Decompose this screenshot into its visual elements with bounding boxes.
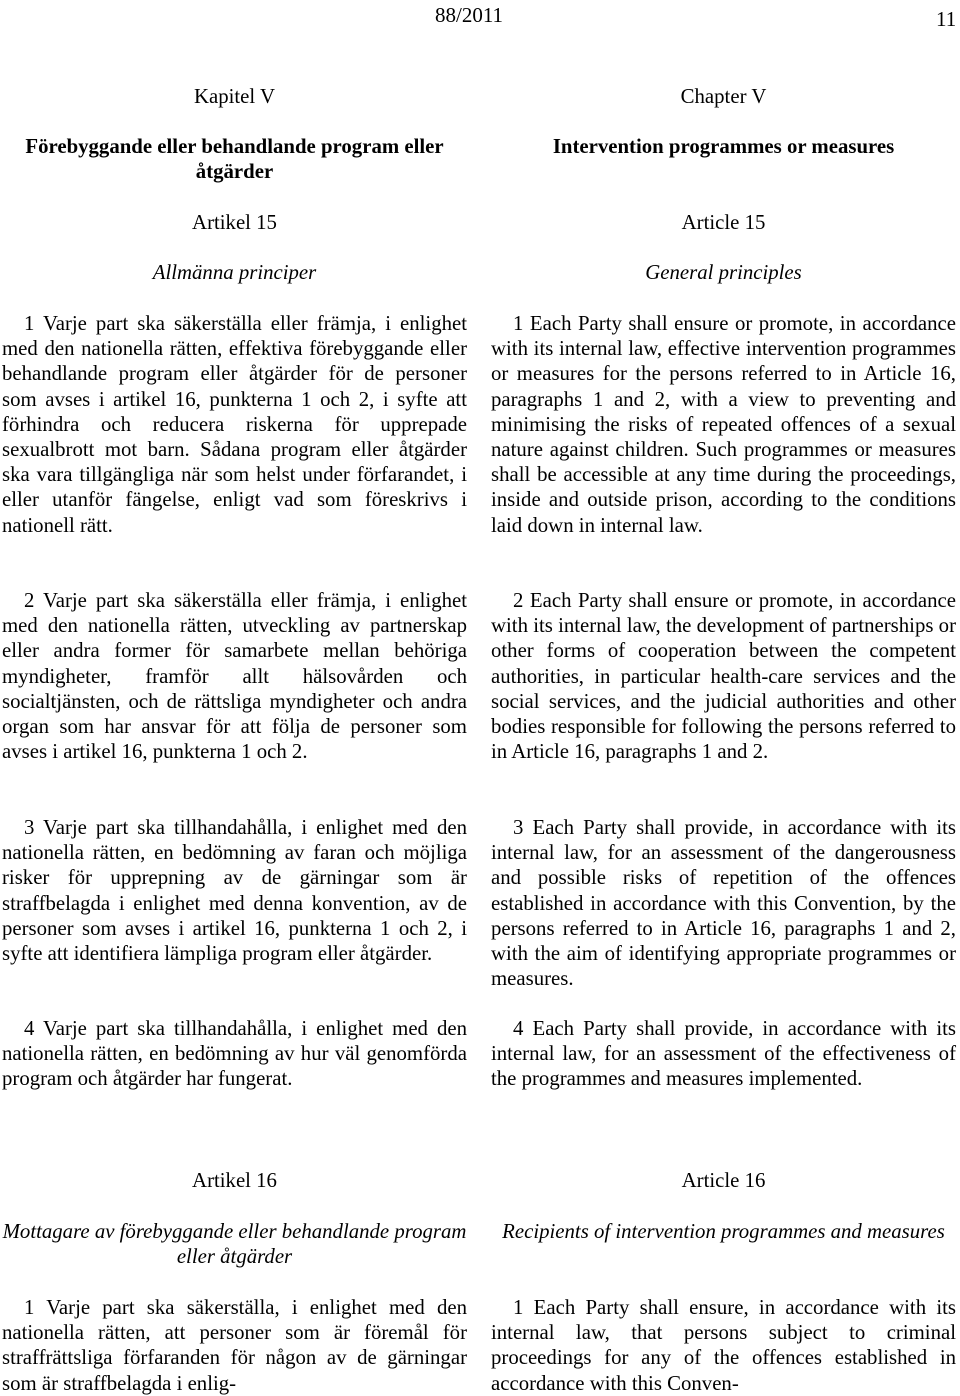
article-paragraph: 1 Each Party shall ensure, in accordance with its internal law, that persons subject to criminal proceedings for any of the offences established in accordance with this Conven- xyxy=(491,1296,956,1395)
chapter-heading: Kapitel V xyxy=(193,85,276,108)
article-subheading: Allmänna principer xyxy=(152,261,317,284)
issue-number: 88/2011 xyxy=(435,3,504,27)
article-paragraph: 3 Varje part ska tillhandahålla, i enlighet med den nationella rätten, en bedömning av faran och möjliga risker för upprepning av de gärningar som är straffbelagda i enlighet med denna konvention, av de personer som avses i artikel 16, punkterna 1 och 2, i syfte att identifiera lämpliga program eller åtgärder. xyxy=(2,816,467,966)
chapter-title: Intervention programmes or measures xyxy=(552,135,895,158)
article-heading: Article 15 xyxy=(681,211,766,234)
article-subheading: Recipients of intervention programmes and measures xyxy=(502,1220,945,1243)
article-heading: Article 16 xyxy=(681,1169,766,1192)
article-paragraph: 4 Each Party shall provide, in accordance with its internal law, for an assessment of the effectiveness of the programmes and measures implemented. xyxy=(491,1017,956,1091)
article-subheading: Mottagare av förebyggande eller behandlande program eller åtgärder xyxy=(2,1220,467,1269)
chapter-heading: Chapter V xyxy=(680,85,767,108)
page-number: 11 xyxy=(936,7,957,31)
article-paragraph: 1 Varje part ska säkerställa eller främja, i enlighet med den nationella rätten, effektiva förebyggande eller behandlande program eller åtgärder för de personer som avses i artikel 16, punkterna 1 och 2, i syfte att förhindra och reducera riskerna för upprepade sexualbrott mot barn. Sådana program eller åtgärder ska vara tillgängliga när som helst under förfarandet, i eller utanför fängelse, enligt vad som föreskrivs i nationell rätt. xyxy=(2,312,467,537)
article-subheading: General principles xyxy=(645,261,802,284)
article-paragraph: 2 Varje part ska säkerställa eller främja, i enlighet med den nationella rätten, utveckling av partnerskap eller andra former för samarbete mellan behöriga myndigheter, framför allt hälsovården och socialtjänsten, och de rättsliga myndigheter och andra organ som har ansvar för att följa de personer som avses i artikel 16, punkterna 1 och 2. xyxy=(2,589,467,764)
article-paragraph: 3 Each Party shall provide, in accordance with its internal law, for an assessment of the dangerousness and possible risks of repetition of the offences established in accordance with this Convention, by the persons referred to in Article 16, paragraphs 1 and 2, with the aim of identifying appropriate programmes or measures. xyxy=(491,816,956,991)
article-paragraph: 1 Varje part ska säkerställa, i enlighet med den nationella rätten, att personer som är föremål för straffrättsliga förfaranden för någon av de gärningar som är straffbelagda i enlig- xyxy=(2,1296,467,1395)
chapter-title: Förebyggande eller behandlande program eller åtgärder xyxy=(25,135,444,184)
article-paragraph: 1 Each Party shall ensure or promote, in accordance with its internal law, effective intervention programmes or measures for the persons referred to in Article 16, paragraphs 1 and 2, with a view to preventing and minimising the risks of repeated offences of a sexual nature against children. Such programmes or measures shall be accessible at any time during the proceedings, inside and outside prison, according to the conditions laid down in internal law. xyxy=(491,312,956,537)
article-paragraph: 2 Each Party shall ensure or promote, in accordance with its internal law, the development of partnerships or other forms of cooperation between the competent authorities, in particular health-care services and the social services, and the judicial authorities and other bodies responsible for following the persons referred to in Article 16, paragraphs 1 and 2. xyxy=(491,589,956,764)
article-heading: Artikel 15 xyxy=(192,211,277,234)
article-paragraph: 4 Varje part ska tillhandahålla, i enlighet med den nationella rätten, en bedömning av hur väl genomförda program och åtgärder har fungerat. xyxy=(2,1017,467,1091)
article-heading: Artikel 16 xyxy=(192,1169,277,1192)
page-header xyxy=(0,0,960,40)
